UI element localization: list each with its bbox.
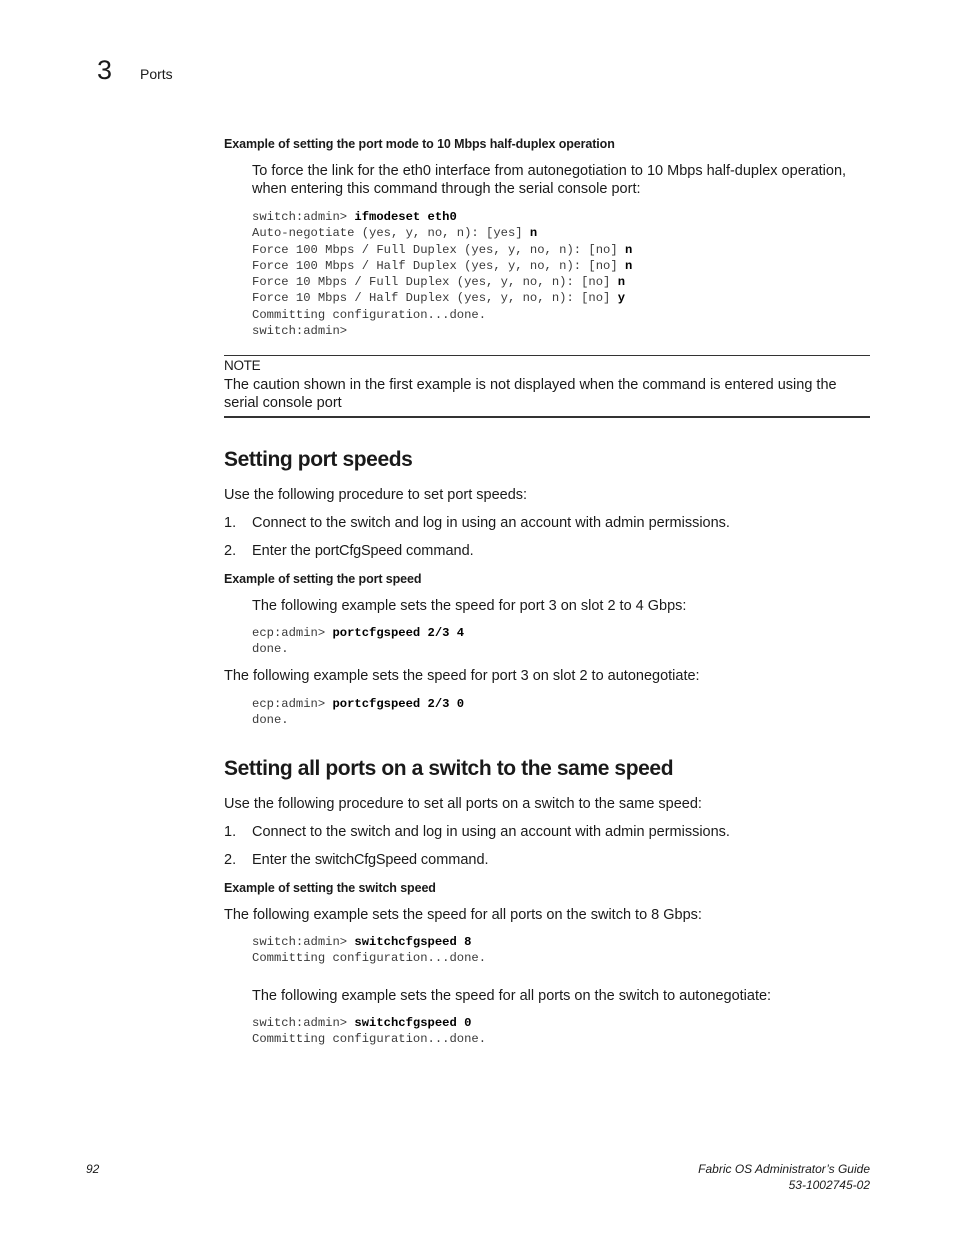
note-label: NOTE (224, 358, 261, 373)
code-line: Committing configuration...done. (252, 1032, 487, 1047)
section-heading-setting-all-ports: Setting all ports on a switch to the same speed (224, 757, 674, 780)
procedure-intro: Use the following procedure to set port speeds: (224, 487, 528, 503)
code-line: Force 10 Mbps / Half Duplex (yes, y, no, n): [no] y (252, 291, 626, 306)
example-description: The following example sets the speed for all ports on the switch to autonegotiate: (252, 988, 772, 1004)
procedure-intro: Use the following procedure to set all ports on a switch to the same speed: (224, 796, 702, 812)
code-line: switch:admin> switchcfgspeed 8 (252, 935, 472, 949)
code-line: Force 100 Mbps / Half Duplex (yes, y, no, n): [no] n (252, 258, 633, 273)
step-number: 1. (224, 515, 237, 531)
chapter-number: 3 (97, 55, 113, 85)
note-bottom-rule (224, 416, 870, 418)
code-line: done. (252, 642, 289, 657)
example-caption-port-mode: Example of setting the port mode to 10 Mbps half-duplex operation (224, 137, 615, 151)
guide-title: Fabric OS Administrator’s Guide (698, 1162, 870, 1176)
code-line: Auto-negotiate (yes, y, no, n): [yes] n (252, 226, 538, 241)
code-line: ecp:admin> portcfgspeed 2/3 0 (252, 697, 465, 711)
code-line: Force 100 Mbps / Full Duplex (yes, y, no, n): [no] n (252, 242, 633, 257)
example-description: The following example sets the speed for all ports on the switch to 8 Gbps: (224, 907, 702, 923)
code-block-ifmodeset (252, 209, 632, 339)
step-text: Enter the portCfgSpeed command. (252, 543, 474, 559)
example-caption-switch-speed: Example of setting the switch speed (224, 881, 436, 895)
code-line: Committing configuration...done. (252, 951, 487, 966)
code-block-portcfgspeed-0 (252, 696, 464, 729)
note-top-rule (224, 355, 870, 356)
step-text: Connect to the switch and log in using an account with admin permissions. (252, 515, 730, 531)
code-block-switchcfgspeed-0 (252, 1015, 486, 1048)
code-line: Force 10 Mbps / Full Duplex (yes, y, no, n): [no] n (252, 275, 626, 290)
step-number: 2. (224, 543, 237, 559)
code-block-portcfgspeed-4 (252, 625, 464, 658)
chapter-title: Ports (140, 66, 173, 82)
note-text: The caution shown in the first example is not displayed when the command is entered using the serial console port (224, 377, 837, 411)
code-line: done. (252, 713, 289, 728)
intro-paragraph-port-mode: To force the link for the eth0 interface from autonegotiation to 10 Mbps half-duplex operation, when entering this command through the serial console port: (252, 163, 847, 197)
code-line: switch:admin> ifmodeset eth0 (252, 210, 457, 224)
section-heading-setting-port-speeds: Setting port speeds (224, 448, 413, 471)
code-line: ecp:admin> portcfgspeed 2/3 4 (252, 626, 465, 640)
code-line: switch:admin> switchcfgspeed 0 (252, 1016, 472, 1030)
step-number: 2. (224, 852, 237, 868)
page-number: 92 (86, 1162, 100, 1176)
code-line: Committing configuration...done. (252, 307, 487, 322)
example-caption-port-speed: Example of setting the port speed (224, 572, 422, 586)
command-name: portCfgSpeed (314, 543, 402, 559)
code-line: switch:admin> (252, 324, 348, 339)
code-block-switchcfgspeed-8 (252, 934, 486, 967)
step-text: Enter the switchCfgSpeed command. (252, 852, 489, 868)
example-description: The following example sets the speed for port 3 on slot 2 to 4 Gbps: (252, 598, 687, 614)
command-name: switchCfgSpeed (314, 852, 417, 868)
step-text: Connect to the switch and log in using an account with admin permissions. (252, 824, 730, 840)
step-number: 1. (224, 824, 237, 840)
example-description: The following example sets the speed for port 3 on slot 2 to autonegotiate: (224, 668, 700, 684)
document-number: 53-1002745-02 (788, 1178, 870, 1192)
